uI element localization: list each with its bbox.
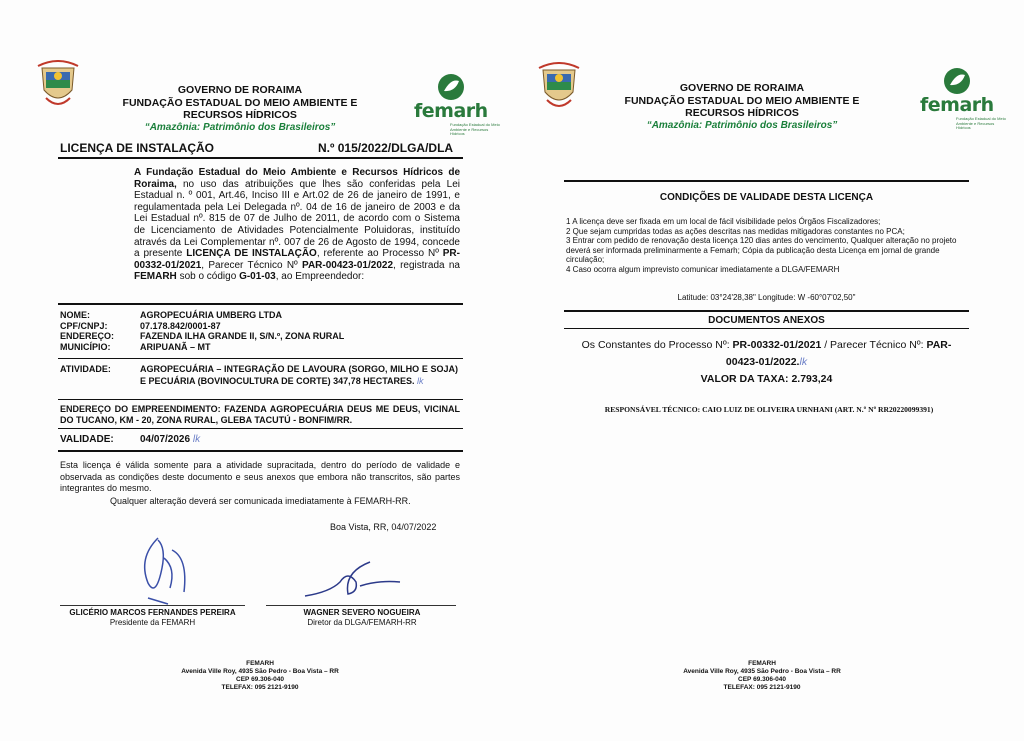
legal-basis-text: no uso das atribuições que lhes são conferidas pela Lei Estadual n. º 001, Art.46, Inciso III e Art.02 de 26 de janeiro de 1991, e regulamentada pela Lei Delegada nº. 04 de 16 de janeiro de 2003 e da Lei Estadual nº. 815 de 07 de Julho de 2011, de acordo com o Sistema de Licenciamento de Atividades Potencialmente Poluidoras, instituído através da Lei Complementar nº. 007 de 26 de Agosto de 1994, concede a presente (134, 178, 461, 260)
divider (58, 303, 463, 305)
header-block (100, 84, 380, 134)
header-line-3: RECURSOS HÍDRICOS (183, 109, 297, 121)
annexes-body (564, 337, 969, 388)
license-type: LICENÇA DE INSTALAÇÃO (186, 248, 317, 260)
entrepreneur-label: , ao Empreendedor: (275, 271, 365, 283)
signature-line-1 (60, 605, 245, 606)
opinion-number: PAR-00423-01/2022 (302, 259, 394, 271)
endereco-value: FAZENDA ILHA GRANDE II, S/N.º, ZONA RURAL (140, 331, 345, 341)
divider (58, 399, 463, 400)
validity-value (140, 434, 200, 445)
header-motto: “Amazônia: Patrimônio dos Brasileiros” (144, 121, 336, 133)
cpf-label: CPF/CNPJ: (60, 320, 108, 331)
header-line-2: FUNDAÇÃO ESTADUAL DO MEIO AMBIENTE E (624, 94, 860, 107)
header-line-1: GOVERNO DE RORAIMA (679, 82, 805, 94)
condition-item: 4 Caso ocorra algum imprevisto comunicar imediatamente a DLGA/FEMARH (566, 264, 840, 274)
registered-label: , registrada na (393, 259, 460, 271)
signatory-1-name: GLICÉRIO MARCOS FERNANDES PEREIRA (69, 608, 236, 617)
place-date: Boa Vista, RR, 04/07/2022 (330, 522, 437, 532)
endereco-label: ENDEREÇO: (60, 331, 115, 341)
divider (564, 328, 969, 329)
process-label: , referente ao Processo Nº (316, 248, 439, 260)
logo-subtitle: Fundação Estadual do Meio Ambiente e Recursos Hídricos (450, 122, 500, 136)
roraima-coat-of-arms-icon (537, 62, 581, 114)
annexes-process-label: Os Constantes do Processo Nº: (581, 339, 733, 351)
annexes-title: DOCUMENTOS ANEXOS (708, 315, 825, 326)
footer (150, 660, 370, 692)
footer-address: Avenida Ville Roy, 4935 São Pedro - Boa Vista – RR (181, 668, 339, 675)
registry-org: FEMARH (134, 271, 177, 283)
leaf-logo-icon (942, 66, 972, 96)
annexes-opinion-prefix: PAR- (926, 339, 952, 351)
divider (58, 358, 463, 359)
footer-phone: TELEFAX: 095 2121-9190 (723, 684, 801, 691)
divider (58, 428, 463, 429)
divider (58, 157, 463, 159)
conditions-title: CONDIÇÕES DE VALIDADE DESTA LICENÇA (659, 192, 874, 203)
conditions-list (566, 217, 966, 275)
divider (564, 180, 969, 182)
org-name: A Fundação Estadual do Meio Ambiente e Recursos Hídricos de Roraima, (134, 167, 460, 190)
license-number: N.º 015/2022/DLGA/DLA (318, 141, 454, 155)
code-label: sob o código (179, 271, 237, 283)
handwritten-initials: lk (417, 375, 424, 386)
signatory-1-role: Presidente da FEMARH (109, 618, 196, 627)
change-notice: Qualquer alteração deverá ser comunicada imediatamente à FEMARH-RR. (110, 496, 411, 506)
header-block (602, 82, 882, 132)
femarh-logo (914, 66, 1006, 130)
condition-item: 3 Entrar com pedido de renovação desta licença 120 dias antes do vencimento, Qualquer alteração no projeto deverá ser informada preliminarmente a Femarh; Cópia da publicação desta Licença em jornal de grande circulação; (566, 236, 957, 265)
logo-wordmark: femarh (920, 94, 994, 116)
fee-value: VALOR DA TAXA: 2.793,24 (700, 373, 833, 385)
entrepreneur-table (60, 310, 460, 352)
activity-text: AGROPECUÁRIA – INTEGRAÇÃO DE LAVOURA (SORGO, MILHO E SOJA) E PECUÁRIA (BOVINOCULTURA DE CORTE) 347,78 HECTARES. (140, 364, 458, 386)
municipio-value: ARIPUANÃ – MT (140, 341, 211, 352)
signature-1-icon (128, 528, 208, 608)
coordinates: Latitude: 03°24'28,38" Longitude: W -60°07'02,50" (677, 293, 856, 302)
condition-item: 1 A licença deve ser fixada em um local de fácil visibilidade pelos Órgãos Fiscalizadores; (566, 217, 881, 226)
roraima-coat-of-arms-icon (36, 60, 80, 112)
annexes-opinion-number: 00423-01/2022. (725, 356, 800, 368)
footer (652, 660, 872, 692)
condition-item: 2 Que sejam cumpridas todas as ações descritas nas medidas mitigadoras constantes no PCA; (566, 226, 905, 236)
signatory-1 (50, 608, 255, 628)
process-number: PR-00332-01/2021 (134, 248, 460, 271)
signatory-2-name: WAGNER SEVERO NOGUEIRA (303, 608, 421, 617)
femarh-logo (408, 72, 500, 136)
activity-value (140, 364, 458, 387)
footer-org: FEMARH (748, 660, 776, 667)
annexes-process-line (564, 337, 969, 354)
technical-responsible: RESPONSÁVEL TÉCNICO: CAIO LUIZ DE OLIVEIRA URNHANI (ART. N.º Nº RR20220099391) (604, 405, 934, 414)
header-line-3: RECURSOS HÍDRICOS (685, 107, 799, 119)
leaf-logo-icon (436, 72, 466, 102)
validity-notice: Esta licença é válida somente para a atividade supracitada, dentro do período de validade e observada as condições deste documento e seus anexos que embora não transcritos, são partes integrantes do mesmo. (60, 460, 460, 493)
signature-line-2 (266, 605, 456, 606)
footer-address: Avenida Ville Roy, 4935 São Pedro - Boa Vista – RR (683, 668, 841, 675)
logo-wordmark: femarh (414, 100, 488, 122)
signatory-2-role: Diretor da DLGA/FEMARH-RR (307, 618, 417, 627)
footer-org: FEMARH (246, 660, 274, 667)
nome-label: NOME: (60, 310, 90, 320)
license-title: LICENÇA DE INSTALAÇÃO (60, 141, 214, 155)
nome-value: AGROPECUÁRIA UMBERG LTDA (140, 310, 282, 320)
cpf-value: 07.178.842/0001-87 (140, 320, 221, 331)
enterprise-address: ENDEREÇO DO EMPREENDIMENTO: FAZENDA AGROPECUÁRIA DEUS ME DEUS, VICINAL DO TUCANO, KM - 20, ZONA RURAL, GLEBA TACUTÚ - BONFIM/RR. (60, 404, 460, 425)
footer-phone: TELEFAX: 095 2121-9190 (221, 684, 299, 691)
license-grant-paragraph (134, 167, 460, 283)
annexes-process-number: PR-00332-01/2021 (732, 339, 822, 351)
signature-2-icon (300, 552, 410, 602)
signatory-2 (262, 608, 462, 628)
handwritten-initials: lk (192, 434, 201, 445)
header-motto: “Amazônia: Patrimônio dos Brasileiros” (646, 119, 838, 131)
header-line-2: FUNDAÇÃO ESTADUAL DO MEIO AMBIENTE E (122, 96, 358, 109)
logo-subtitle: Fundação Estadual do Meio Ambiente e Recursos Hídricos (956, 116, 1006, 130)
annexes-opinion-line (564, 354, 969, 371)
handwritten-initials: lk (799, 356, 808, 368)
municipio-label: MUNICÍPIO: (60, 341, 111, 352)
annexes-opinion-label: / Parecer Técnico Nº: (821, 339, 927, 351)
activity-label: ATIVIDADE: (60, 364, 111, 374)
code-value: G-01-03 (239, 271, 276, 283)
footer-cep: CEP 69.306-040 (236, 676, 284, 683)
license-page-2 (512, 0, 1024, 741)
divider (564, 310, 969, 312)
validity-date: 04/07/2026 (140, 434, 191, 445)
opinion-label: , Parecer Técnico Nº (201, 259, 298, 271)
validity-label: VALIDADE: (60, 434, 114, 445)
footer-cep: CEP 69.306-040 (738, 676, 786, 683)
divider (58, 450, 463, 452)
header-line-1: GOVERNO DE RORAIMA (177, 84, 303, 96)
